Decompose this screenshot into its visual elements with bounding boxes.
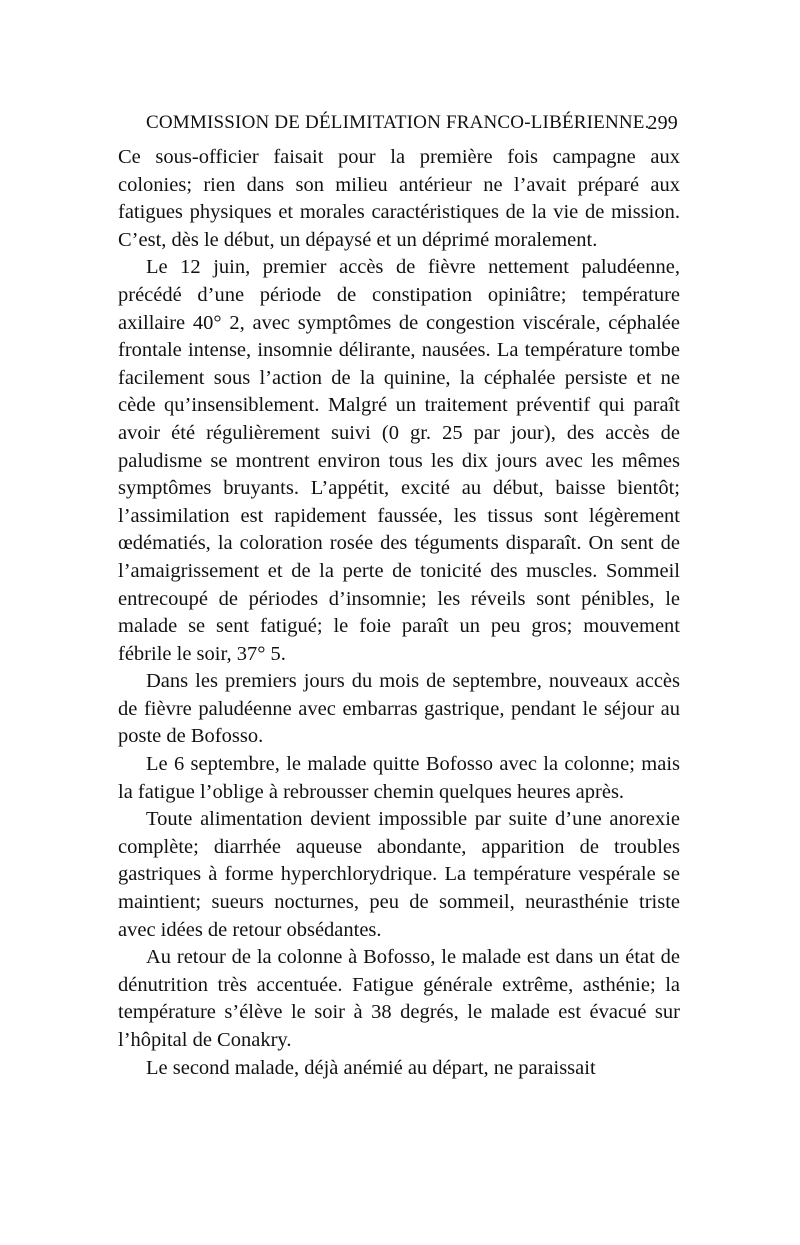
running-title: COMMISSION DE DÉLIMITATION FRANCO-LIBÉRIENNE. [146,112,650,133]
paragraph: Le 12 juin, premier accès de fièvre nettement paludéenne, précédé d’une période de constipation opiniâtre; température axillaire 40° 2, avec symptômes de congestion viscérale, céphalée frontale intense, insomnie délirante, nausées. La température tombe facilement sous l’action de la quinine, la céphalée persiste et ne cède qu’insensiblement. Malgré un traitement préventif qui paraît avoir été régulièrement suivi (0 gr. 25 par jour), des accès de paludisme se montrent environ tous les dix jours avec les mêmes symptômes bruyants. L’appétit, excité au début, baisse bientôt; l’assimilation est rapidement faussée, les tissus sont légèrement œdématiés, la coloration rosée des téguments disparaît. On sent de l’amaigrissement et de la perte de tonicité des muscles. Sommeil entrecoupé de périodes d’insomnie; les réveils sont pénibles, le malade se sent fatigué; le foie paraît un peu gros; mouvement fébrile le soir, 37° 5. [118,256,680,665]
paragraph: Le second malade, déjà anémié au départ, ne paraissait [146,1056,596,1079]
paragraph: Le 6 septembre, le malade quitte Bofosso avec la colonne; mais la fatigue l’oblige à rebrousser chemin quelques heures après. [118,753,680,803]
body-text [118,144,680,1082]
running-header [118,112,680,144]
book-page [118,112,680,1082]
paragraph: Toute alimentation devient impossible par suite d’une anorexie complète; diarrhée aqueuse abondante, apparition de troubles gastriques à forme hyperchlorydrique. La température vespérale se maintient; sueurs nocturnes, peu de sommeil, neurasthénie triste avec idées de retour obsédantes. [118,808,680,941]
page-number: 299 [647,112,678,134]
paragraph: Ce sous-officier faisait pour la première fois campagne aux colonies; rien dans son milieu antérieur ne l’avait préparé aux fatigues physiques et morales caractéristiques de la vie de mission. C’est, dès le début, un dépaysé et un déprimé moralement. [118,146,680,251]
paragraph: Dans les premiers jours du mois de septembre, nouveaux accès de fièvre paludéenne avec embarras gastrique, pendant le séjour au poste de Bofosso. [118,670,680,748]
paragraph: Au retour de la colonne à Bofosso, le malade est dans un état de dénutrition très accentuée. Fatigue générale extrême, asthénie; la température s’élève le soir à 38 degrés, le malade est évacué sur l’hôpital de Conakry. [118,946,680,1051]
